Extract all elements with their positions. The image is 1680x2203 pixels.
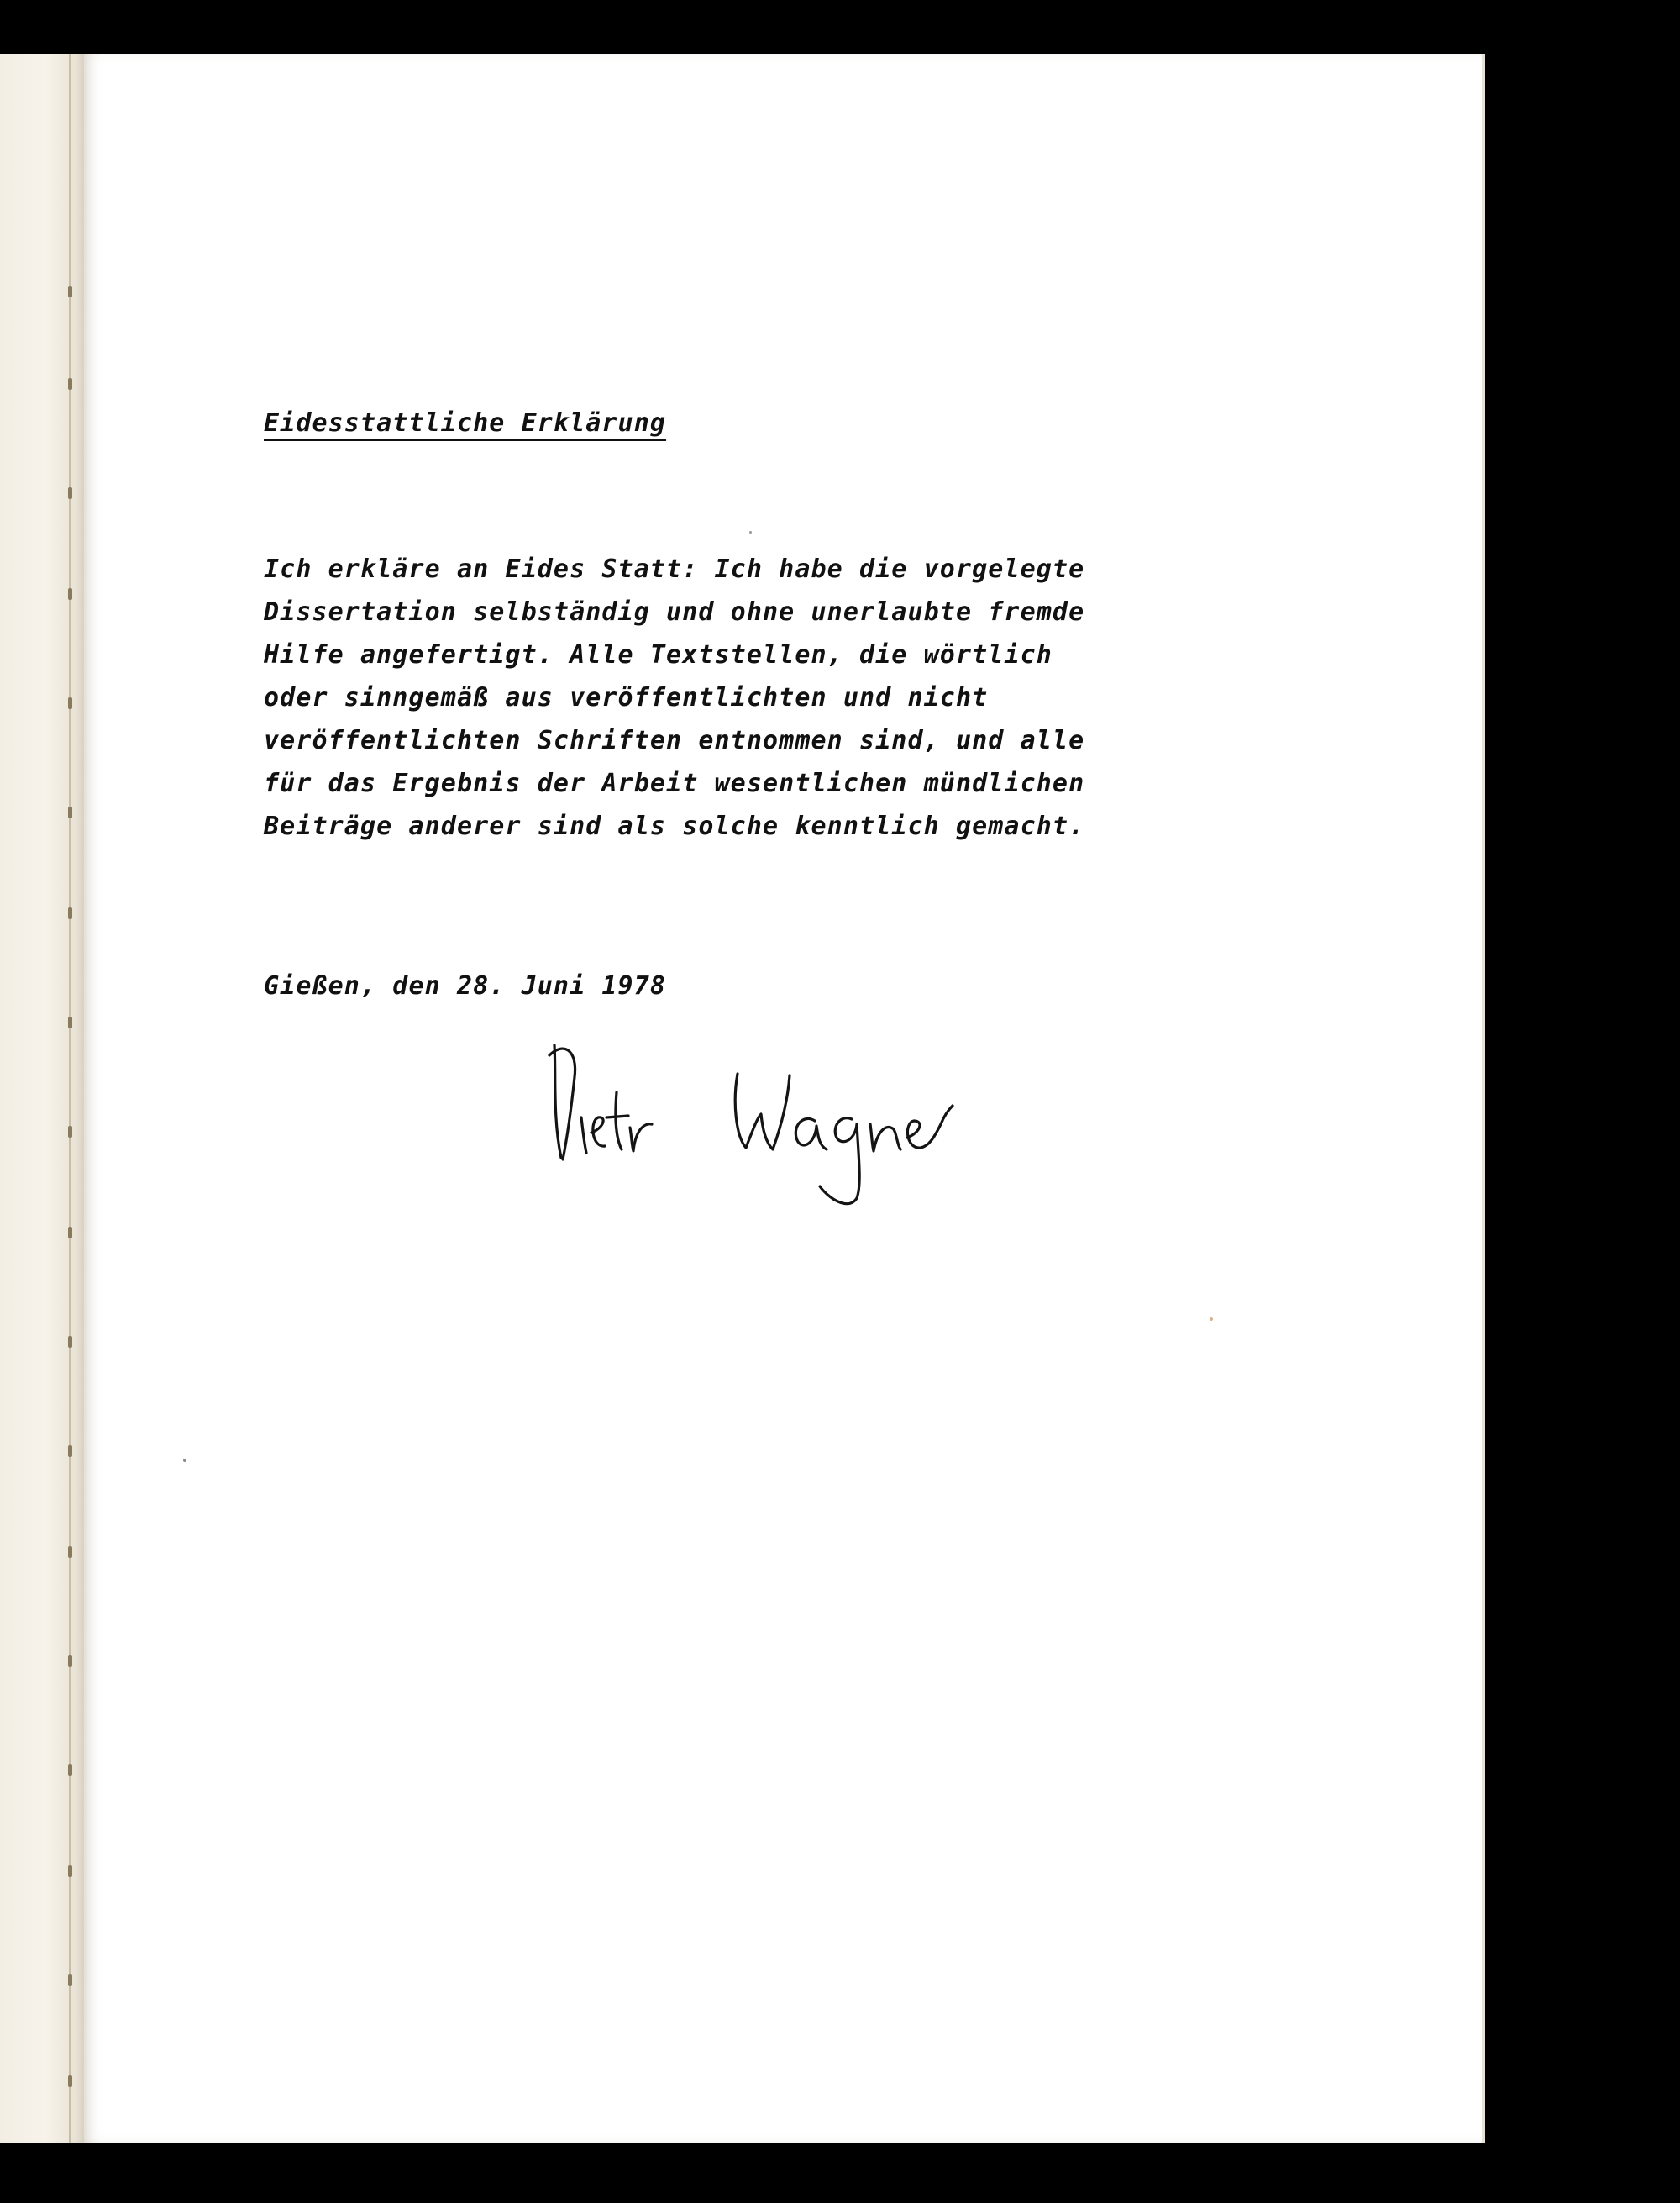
binding-stitch — [68, 588, 72, 600]
handwritten-signature — [538, 1033, 974, 1218]
binding-stitch — [68, 487, 72, 499]
body-line: veröffentlichten Schriften entnommen sind, und alle — [264, 726, 1085, 755]
left-page-edge — [0, 54, 84, 2143]
body-line: Ich erkläre an Eides Statt: Ich habe die vorgelegte — [264, 555, 1085, 584]
binding-stitch — [68, 807, 72, 818]
binding-stitch — [68, 1974, 72, 1986]
paper-speck — [183, 1459, 186, 1462]
body-line: für das Ergebnis der Arbeit wesentlichen mündlichen — [264, 769, 1085, 798]
body-line: oder sinngemäß aus veröffentlichten und nicht — [264, 683, 989, 712]
place-and-date: Gießen, den 28. Juni 1978 — [264, 971, 667, 1001]
body-line: Beiträge anderer sind als solche kenntlich gemacht. — [264, 812, 1085, 841]
body-line: Hilfe angefertigt. Alle Textstellen, die wörtlich — [264, 640, 1053, 670]
page-edge — [1482, 54, 1485, 2143]
paper-speck — [749, 531, 752, 534]
binding-stitch — [68, 1764, 72, 1776]
binding-stitch — [68, 697, 72, 709]
binding-stitch — [68, 1227, 72, 1238]
binding-stitch — [68, 378, 72, 390]
declaration-body — [264, 548, 1084, 848]
declaration-heading: Eidesstattliche Erklärung — [264, 408, 667, 438]
binding-stitch — [68, 1336, 72, 1348]
binding-stitch — [68, 1017, 72, 1028]
binding-stitch — [68, 1126, 72, 1138]
binding-stitch — [68, 907, 72, 919]
binding-stitch — [68, 1546, 72, 1558]
binding-stitch — [68, 1865, 72, 1877]
body-line: Dissertation selbständig und ohne unerlaubte fremde — [264, 597, 1085, 627]
paper-speck — [1210, 1317, 1213, 1321]
binding-stitch — [68, 2075, 72, 2087]
binding-stitch — [68, 1445, 72, 1457]
binding-line — [69, 54, 71, 2143]
binding-stitch — [68, 286, 72, 297]
binding-stitch — [68, 1655, 72, 1667]
